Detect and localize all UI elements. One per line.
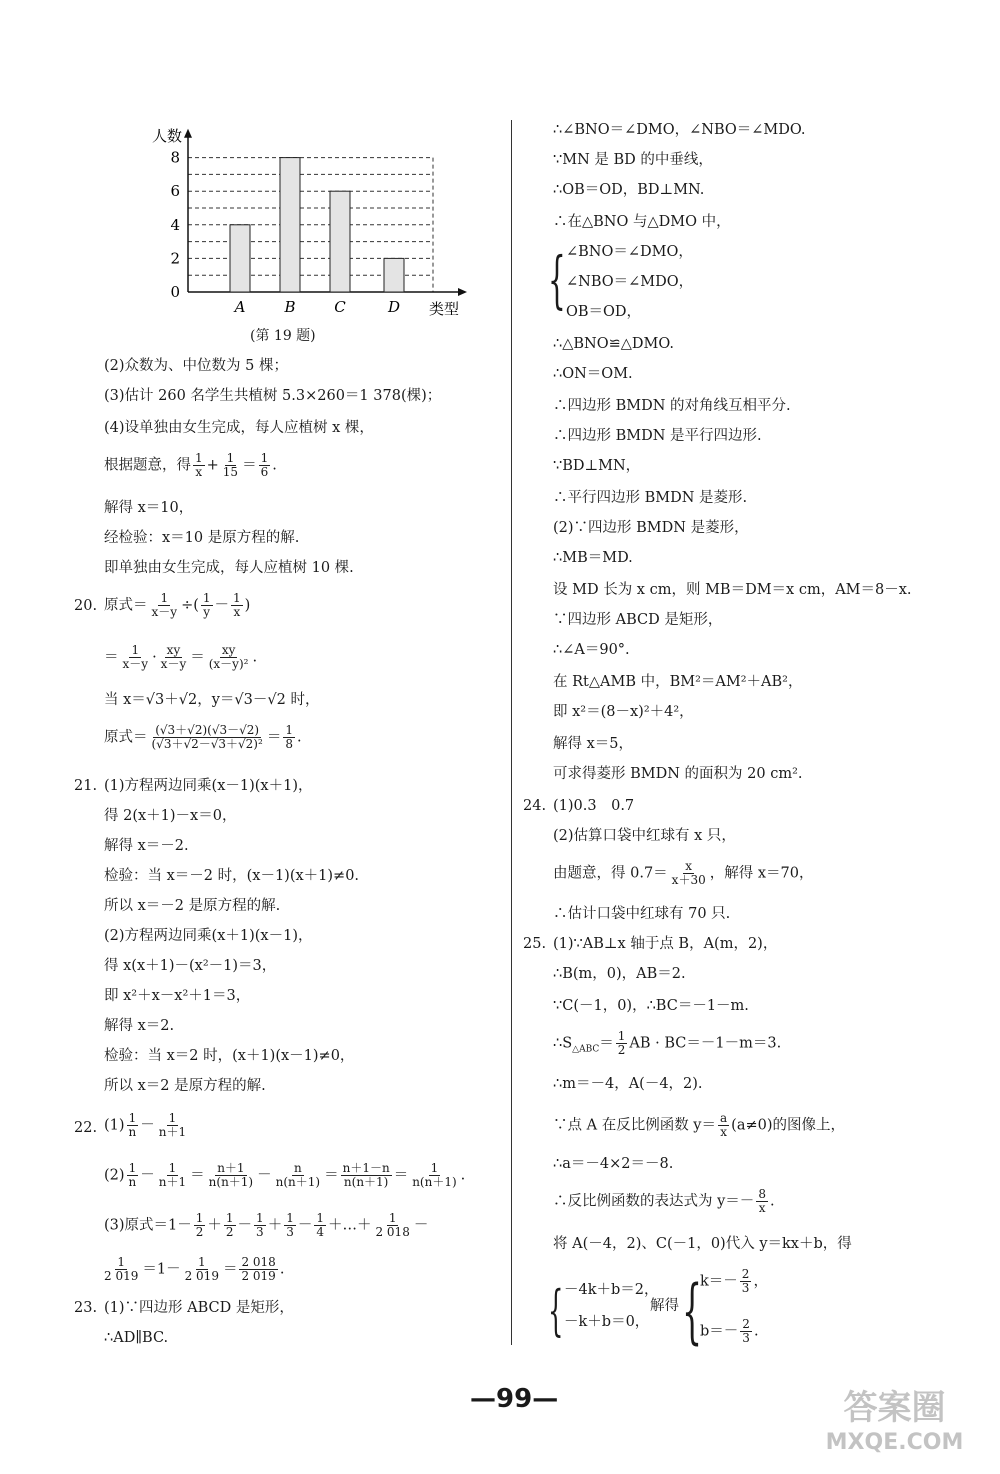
equation-line: ∵点 A 在反比例函数 y＝ $\frac{a}{x}$ (a≠0)的图像上， bbox=[553, 1111, 845, 1139]
equation-line: 原式＝ $\frac{(√3+√2)(√3-√2)}{\text{(√3＋√2－√3＋√2)²}}$ ＝ $\frac{1}{8}$ . bbox=[104, 723, 302, 751]
question-number: 23. bbox=[74, 1300, 98, 1316]
chart-caption: (第 19 题) bbox=[250, 328, 316, 344]
y-tick-label: 2 bbox=[170, 249, 180, 268]
text-line: 当 x＝√3＋√2，y＝√3－√2 时， bbox=[104, 692, 320, 708]
text-line: ∴B(m，0)，AB＝2. bbox=[553, 966, 686, 982]
page-number: —99— bbox=[470, 1384, 559, 1414]
text-line: －4k＋b＝2， bbox=[564, 1282, 659, 1298]
text-line: ∴ON＝OM. bbox=[553, 366, 633, 382]
text-line: (2)众数为、中位数为 5 棵； bbox=[104, 358, 288, 374]
text-line: ∴△BNO≌△DMO. bbox=[553, 336, 675, 352]
x-tick-label: A bbox=[234, 298, 246, 316]
text-line: (2)估算口袋中红球有 x 只， bbox=[553, 828, 736, 844]
y-tick-label: 6 bbox=[170, 182, 180, 201]
text-line: ∠NBO＝∠MDO， bbox=[566, 274, 694, 290]
x-axis-label: 类型 bbox=[429, 300, 460, 318]
equation-line: 由题意，得 0.7＝ $\frac{x}{x+30}$ ，解得 x＝70， bbox=[553, 859, 814, 887]
y-tick-label: 8 bbox=[170, 148, 180, 167]
text-line: 检验：当 x＝2 时，(x＋1)(x－1)≠0， bbox=[104, 1048, 355, 1064]
text-line: ∵BD⊥MN， bbox=[553, 458, 641, 474]
text-line: ∵C(－1，0)，∴BC＝－1－m. bbox=[553, 998, 749, 1014]
text-line: (1)∵四边形 ABCD 是矩形， bbox=[104, 1300, 294, 1316]
text-line: (1)0.3 0.7 bbox=[553, 798, 635, 814]
equation-line: k＝－ $\frac{2}{3}$ ， bbox=[700, 1267, 768, 1295]
text-line: (3)估计 260 名学生共植树 5.3×260＝1 378(棵)； bbox=[104, 388, 442, 404]
x-tick-label: D bbox=[387, 298, 401, 316]
text-line: 经检验：x＝10 是原方程的解. bbox=[104, 530, 300, 546]
text-line: (1)方程两边同乘(x－1)(x＋1)， bbox=[104, 778, 313, 794]
text-line: (2)方程两边同乘(x＋1)(x－1)， bbox=[104, 928, 313, 944]
text-line: ∴四边形 BMDN 的对角线互相平分. bbox=[553, 398, 791, 414]
equation-line: (2) $\frac{1}{n}$ － $\frac{1}{n+1}$ ＝ $\frac{n+1}{n(n+1)}$ － $\frac{n}{n(n+1)}$ ＝ $\frac{n+1-n}{n(n+1)}$ ＝ $\frac{1}{n(n+1)}$ . bbox=[104, 1161, 466, 1189]
brace: { bbox=[548, 243, 566, 316]
text-line: ∴a＝－4×2＝－8. bbox=[553, 1156, 674, 1172]
equation-line: ∴反比例函数的表达式为 y＝－ $\frac{8}{x}$ . bbox=[553, 1187, 775, 1215]
y-axis-label: 人数 bbox=[152, 126, 183, 145]
brace: { bbox=[682, 1270, 703, 1352]
text-line: ∴MB＝MD. bbox=[553, 550, 633, 566]
text-line: 得 2(x＋1)－x＝0， bbox=[104, 808, 237, 824]
question-number: 22. bbox=[74, 1120, 98, 1136]
equation-line: b＝－ $\frac{2}{3}$ . bbox=[700, 1317, 759, 1345]
text-line: ∴∠BNO＝∠DMO，∠NBO＝∠MDO. bbox=[553, 122, 806, 138]
text-line: ∴四边形 BMDN 是平行四边形. bbox=[553, 428, 762, 444]
text-line: 即单独由女生完成，每人应植树 10 棵. bbox=[104, 560, 354, 576]
y-tick-label: 4 bbox=[170, 215, 180, 234]
text-line: 所以 x＝－2 是原方程的解. bbox=[104, 898, 281, 914]
watermark-title: 答案圈 bbox=[843, 1388, 946, 1428]
question-number: 25. bbox=[523, 936, 547, 952]
y-axis-arrow bbox=[184, 129, 192, 138]
text-line: 解得 bbox=[650, 1298, 679, 1314]
text-line: ∵四边形 ABCD 是矩形， bbox=[553, 612, 723, 628]
equation-line: ＝ $\frac{1}{x-y}$ · $\frac{xy}{x-y}$ ＝ $\frac{xy}{\text{(x－y)²}}$ . bbox=[104, 643, 258, 671]
x-axis-arrow bbox=[458, 288, 467, 296]
equation-line: 根据题意，得 $\frac{1}{x}$ + $\frac{1}{15}$ ＝ $\frac{1}{6}$ . bbox=[104, 451, 277, 479]
watermark-url: MXQE.COM bbox=[825, 1430, 964, 1455]
text-line: (4)设单独由女生完成，每人应植树 x 棵， bbox=[104, 420, 374, 436]
question-number: 24. bbox=[523, 798, 547, 814]
text-line: 即 x²＝(8－x)²＋4²， bbox=[553, 704, 694, 720]
text-line: 可求得菱形 BMDN 的面积为 20 cm². bbox=[553, 766, 803, 782]
text-line: ∴∠A＝90°. bbox=[553, 642, 630, 658]
text-line: 将 A(－4，2)、C(－1，0)代入 y＝kx＋b，得 bbox=[553, 1236, 852, 1252]
text-line: ∠BNO＝∠DMO， bbox=[566, 244, 693, 260]
text-line: 解得 x＝2. bbox=[104, 1018, 175, 1034]
text-line: ∴m＝－4，A(－4，2). bbox=[553, 1076, 703, 1092]
x-tick-label: C bbox=[334, 298, 346, 316]
text-line: ∴OB＝OD，BD⊥MN. bbox=[553, 182, 705, 198]
bar bbox=[330, 191, 350, 292]
text-line: ∴AD∥BC. bbox=[104, 1330, 169, 1346]
column-divider bbox=[511, 120, 512, 1345]
question-number: 20. bbox=[74, 598, 98, 614]
text-line: ∵MN 是 BD 的中垂线， bbox=[553, 152, 713, 168]
text-line: 即 x²＋x－x²＋1＝3， bbox=[104, 988, 251, 1004]
equation-line: $\therefore S_{\triangle ABC}=$ $\frac{1}{2}$ AB · BC＝－1－m＝3. bbox=[553, 1029, 782, 1057]
x-tick-label: B bbox=[284, 298, 296, 316]
bar bbox=[230, 225, 250, 292]
text-line: ∴在△BNO 与△DMO 中， bbox=[553, 214, 731, 230]
text-line: OB＝OD， bbox=[566, 304, 642, 320]
brace: { bbox=[548, 1279, 564, 1342]
text-line: (2)∵四边形 BMDN 是菱形， bbox=[553, 520, 749, 536]
text-line: －k＋b＝0， bbox=[564, 1314, 650, 1330]
equation-line: (3)原式＝1－ $\frac{1}{2}$ ＋ $\frac{1}{2}$ － $\frac{1}{3}$ ＋ $\frac{1}{3}$ － $\frac{1}{4}$ ＋…＋ $\frac{1}{2 018}$ － bbox=[104, 1211, 429, 1239]
bar bbox=[280, 158, 300, 292]
watermark bbox=[807, 1386, 982, 1464]
text-line: 解得 x＝－2. bbox=[104, 838, 189, 854]
text-line: (1)∵AB⊥x 轴于点 B，A(m，2)， bbox=[553, 936, 778, 952]
text-line: 得 x(x＋1)－(x²－1)＝3， bbox=[104, 958, 277, 974]
text-line: 解得 x＝5， bbox=[553, 736, 634, 752]
text-line: 解得 x＝10， bbox=[104, 500, 194, 516]
text-line: ∴平行四边形 BMDN 是菱形. bbox=[553, 490, 748, 506]
text-line: 检验：当 x＝－2 时，(x－1)(x＋1)≠0. bbox=[104, 868, 360, 884]
text-line: 设 MD 长为 x cm，则 MB＝DM＝x cm，AM＝8－x. bbox=[553, 582, 912, 598]
question-number: 21. bbox=[74, 778, 98, 794]
bar bbox=[384, 258, 404, 292]
y-tick-label: 0 bbox=[170, 283, 180, 301]
text-line: 所以 x＝2 是原方程的解. bbox=[104, 1078, 266, 1094]
equation-line: $\frac{1}{2 019}$ ＝1－ $\frac{1}{2 019}$ ＝ $\frac{2 018}{2 019}$ . bbox=[104, 1255, 285, 1283]
text-line: 在 Rt△AMB 中，BM²＝AM²＋AB²， bbox=[553, 674, 803, 690]
equation-line: (1) $\frac{1}{n}$ － $\frac{1}{n+1}$ bbox=[104, 1111, 187, 1139]
text-line: ∴估计口袋中红球有 70 只. bbox=[553, 906, 731, 922]
equation-line: 原式＝ $\frac{1}{x-y}$ ÷( $\frac{1}{y}$ － $\frac{1}{x}$ ) bbox=[104, 591, 251, 619]
